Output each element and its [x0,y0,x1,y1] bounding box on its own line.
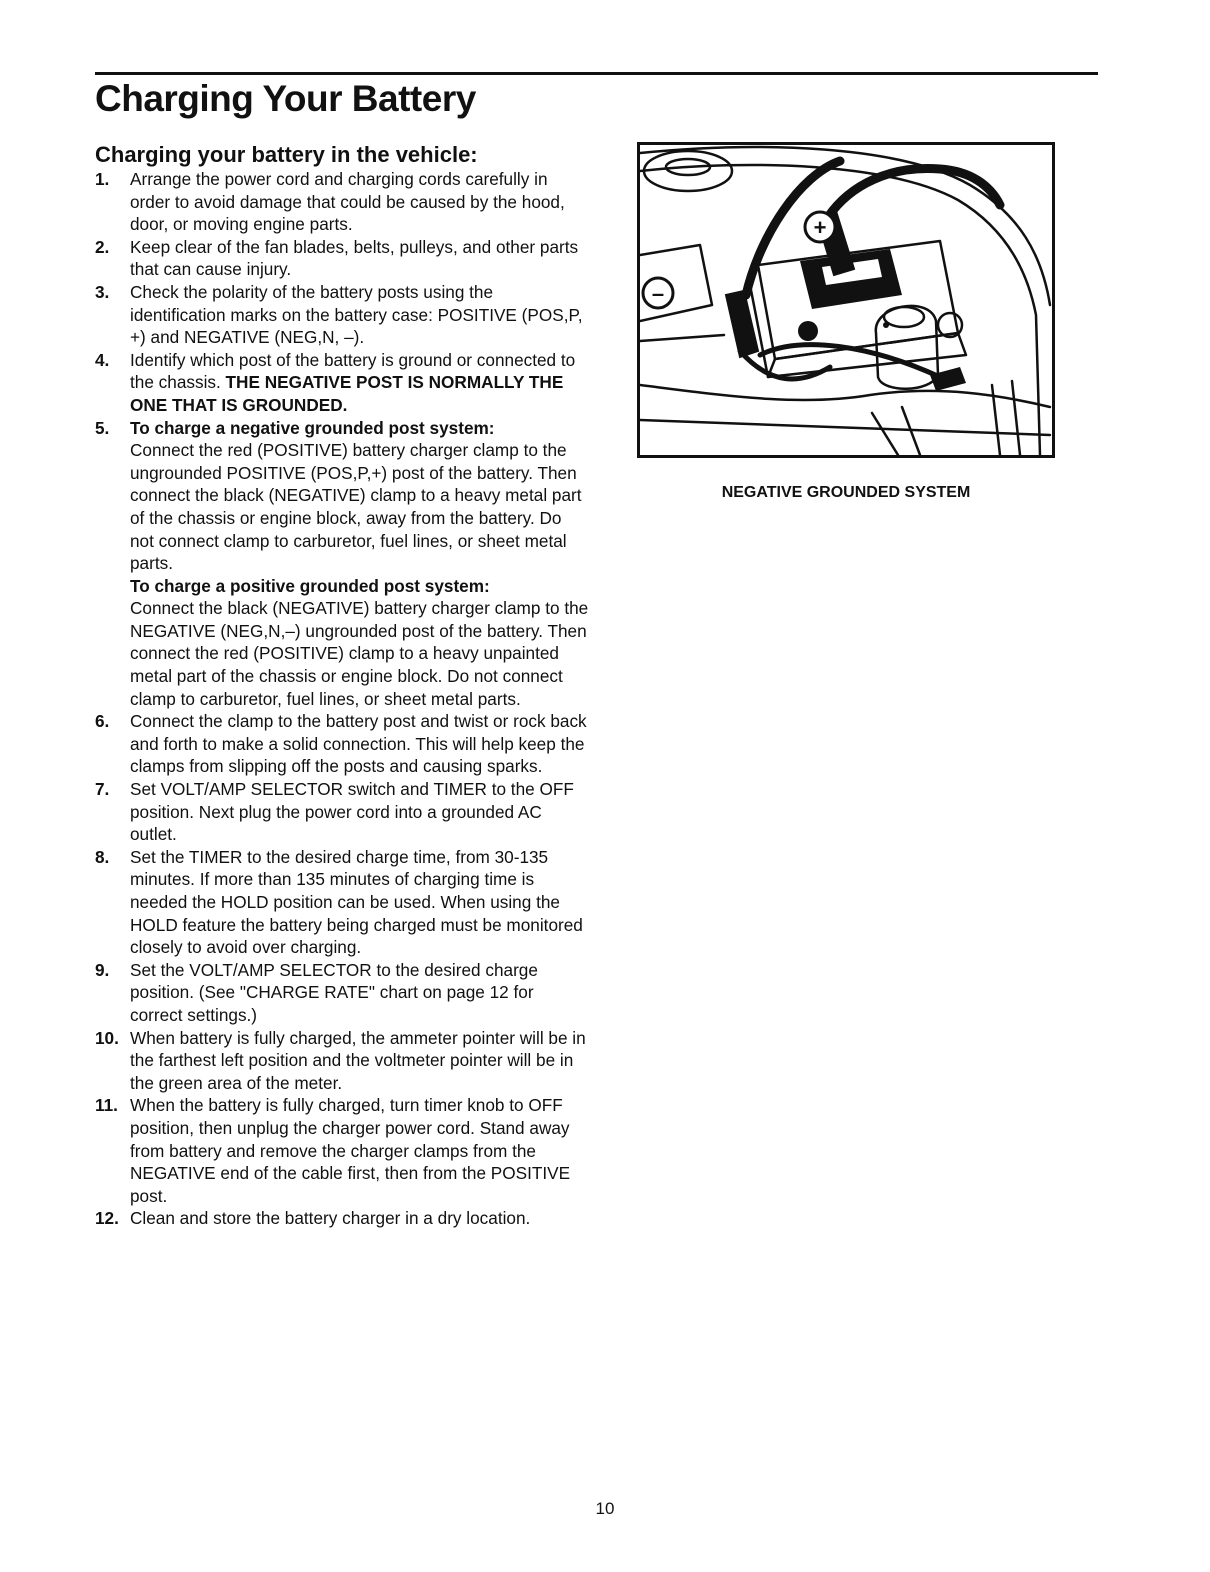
step-number: 6. [95,711,110,732]
step-number: 4. [95,349,110,370]
positive-symbol [805,212,835,242]
list-item [95,349,590,417]
battery-illustration [637,142,1055,458]
ground-clamp [930,367,966,391]
step-number: 7. [95,779,110,800]
step-text: Set the VOLT/AMP SELECTOR to the desired charge position. (See "CHARGE RATE" chart on page 12 for correct settings.) [130,959,538,1025]
step-number: 10. [95,1027,119,1048]
frame-rail [640,385,1050,407]
section-heading: Charging your battery in the vehicle: [95,142,478,167]
step-text: Set the TIMER to the desired charge time, from 30-135 minutes. If more than 135 minutes of charging time is needed the HOLD position can be used. When using the HOLD feature the battery being charged must be monitored closely to avoid over charging. [130,846,583,958]
step-number: 5. [95,417,110,438]
negative-symbol [643,278,673,308]
step-number: 3. [95,281,110,302]
step-text: When the battery is fully charged, turn timer knob to OFF position, then unplug the charger power cord. Stand away from battery and remove the charger clamps from the NEGATIVE end of the cable first, then from the POSITIVE post. [130,1095,571,1206]
step-number: 9. [95,959,110,980]
step-text: Connect the clamp to the battery post and twist or rock back and forth to make a solid connection. This will help keep the clamps from slipping off the posts and causing sparks. [130,711,587,777]
list-item [95,778,590,846]
step-text: When battery is fully charged, the ammeter pointer will be in the farthest left position and the voltmeter pointer will be in the green area of the meter. [130,1027,586,1093]
step-text: Check the polarity of the battery posts using the identification marks on the battery case: POSITIVE (POS,P, +) and NEGATIVE (NEG,N, –). [130,281,583,348]
step-text: Set VOLT/AMP SELECTOR switch and TIMER to the OFF position. Next plug the power cord into a grounded AC outlet. [130,779,574,845]
negative-ground-heading: To charge a negative grounded post system: [130,417,495,438]
list-item [95,959,590,1027]
battery-post [798,321,818,341]
list-item [95,236,590,281]
steps-list [95,168,590,1230]
list-item [95,281,590,349]
step-number: 1. [95,169,110,189]
list-item [95,168,590,236]
list-item [95,710,590,778]
list-item [95,1207,590,1230]
page-number: 10 [595,1499,615,1518]
list-item [95,1094,590,1207]
step-text: Identify which post of the battery is ground or connected to the chassis. [130,349,576,393]
step-text: Clean and store the battery charger in a dry location. [130,1208,531,1229]
negative-symbol-text: – [651,281,665,306]
positive-symbol-text: + [813,215,827,240]
engine-bay-drawing [640,145,1052,455]
list-item [95,1027,590,1095]
page-title: Charging Your Battery [95,78,476,119]
header-rule [95,72,1098,75]
positive-ground-text: Connect the black (NEGATIVE) battery charger clamp to the NEGATIVE (NEG,N,–) ungrounded post of the battery. Then connect the red (POSITIVE) clamp to a heavy unpainted metal part of the chassis or engine block. Do not connect clamp to carburetor, fuel lines, or sheet metal parts. [130,598,589,709]
step-number: 12. [95,1208,119,1229]
step-text: Arrange the power cord and charging cords carefully in order to avoid damage that could be caused by the hood, door, or moving engine parts. [130,169,565,235]
step-number: 8. [95,846,110,867]
step-warning: THE NEGATIVE POST IS NORMALLY THE ONE THAT IS GROUNDED. [130,372,564,415]
step-number: 11. [95,1095,118,1116]
step-text: Keep clear of the fan blades, belts, pulleys, and other parts that can cause injury. [130,236,579,280]
list-item [95,846,590,959]
figure-caption: NEGATIVE GROUNDED SYSTEM [721,484,971,501]
negative-ground-text: Connect the red (POSITIVE) battery charger clamp to the ungrounded POSITIVE (POS,P,+) post of the battery. Then connect the black (NEGATIVE) clamp to a heavy metal part of the chassis or engine block, away from the battery. Do not connect clamp to carburetor, fuel lines, or sheet metal parts. [130,440,582,574]
top-component [644,151,732,191]
positive-ground-heading: To charge a positive grounded post system: [130,575,490,596]
list-item [95,417,590,711]
step-number: 2. [95,236,110,257]
